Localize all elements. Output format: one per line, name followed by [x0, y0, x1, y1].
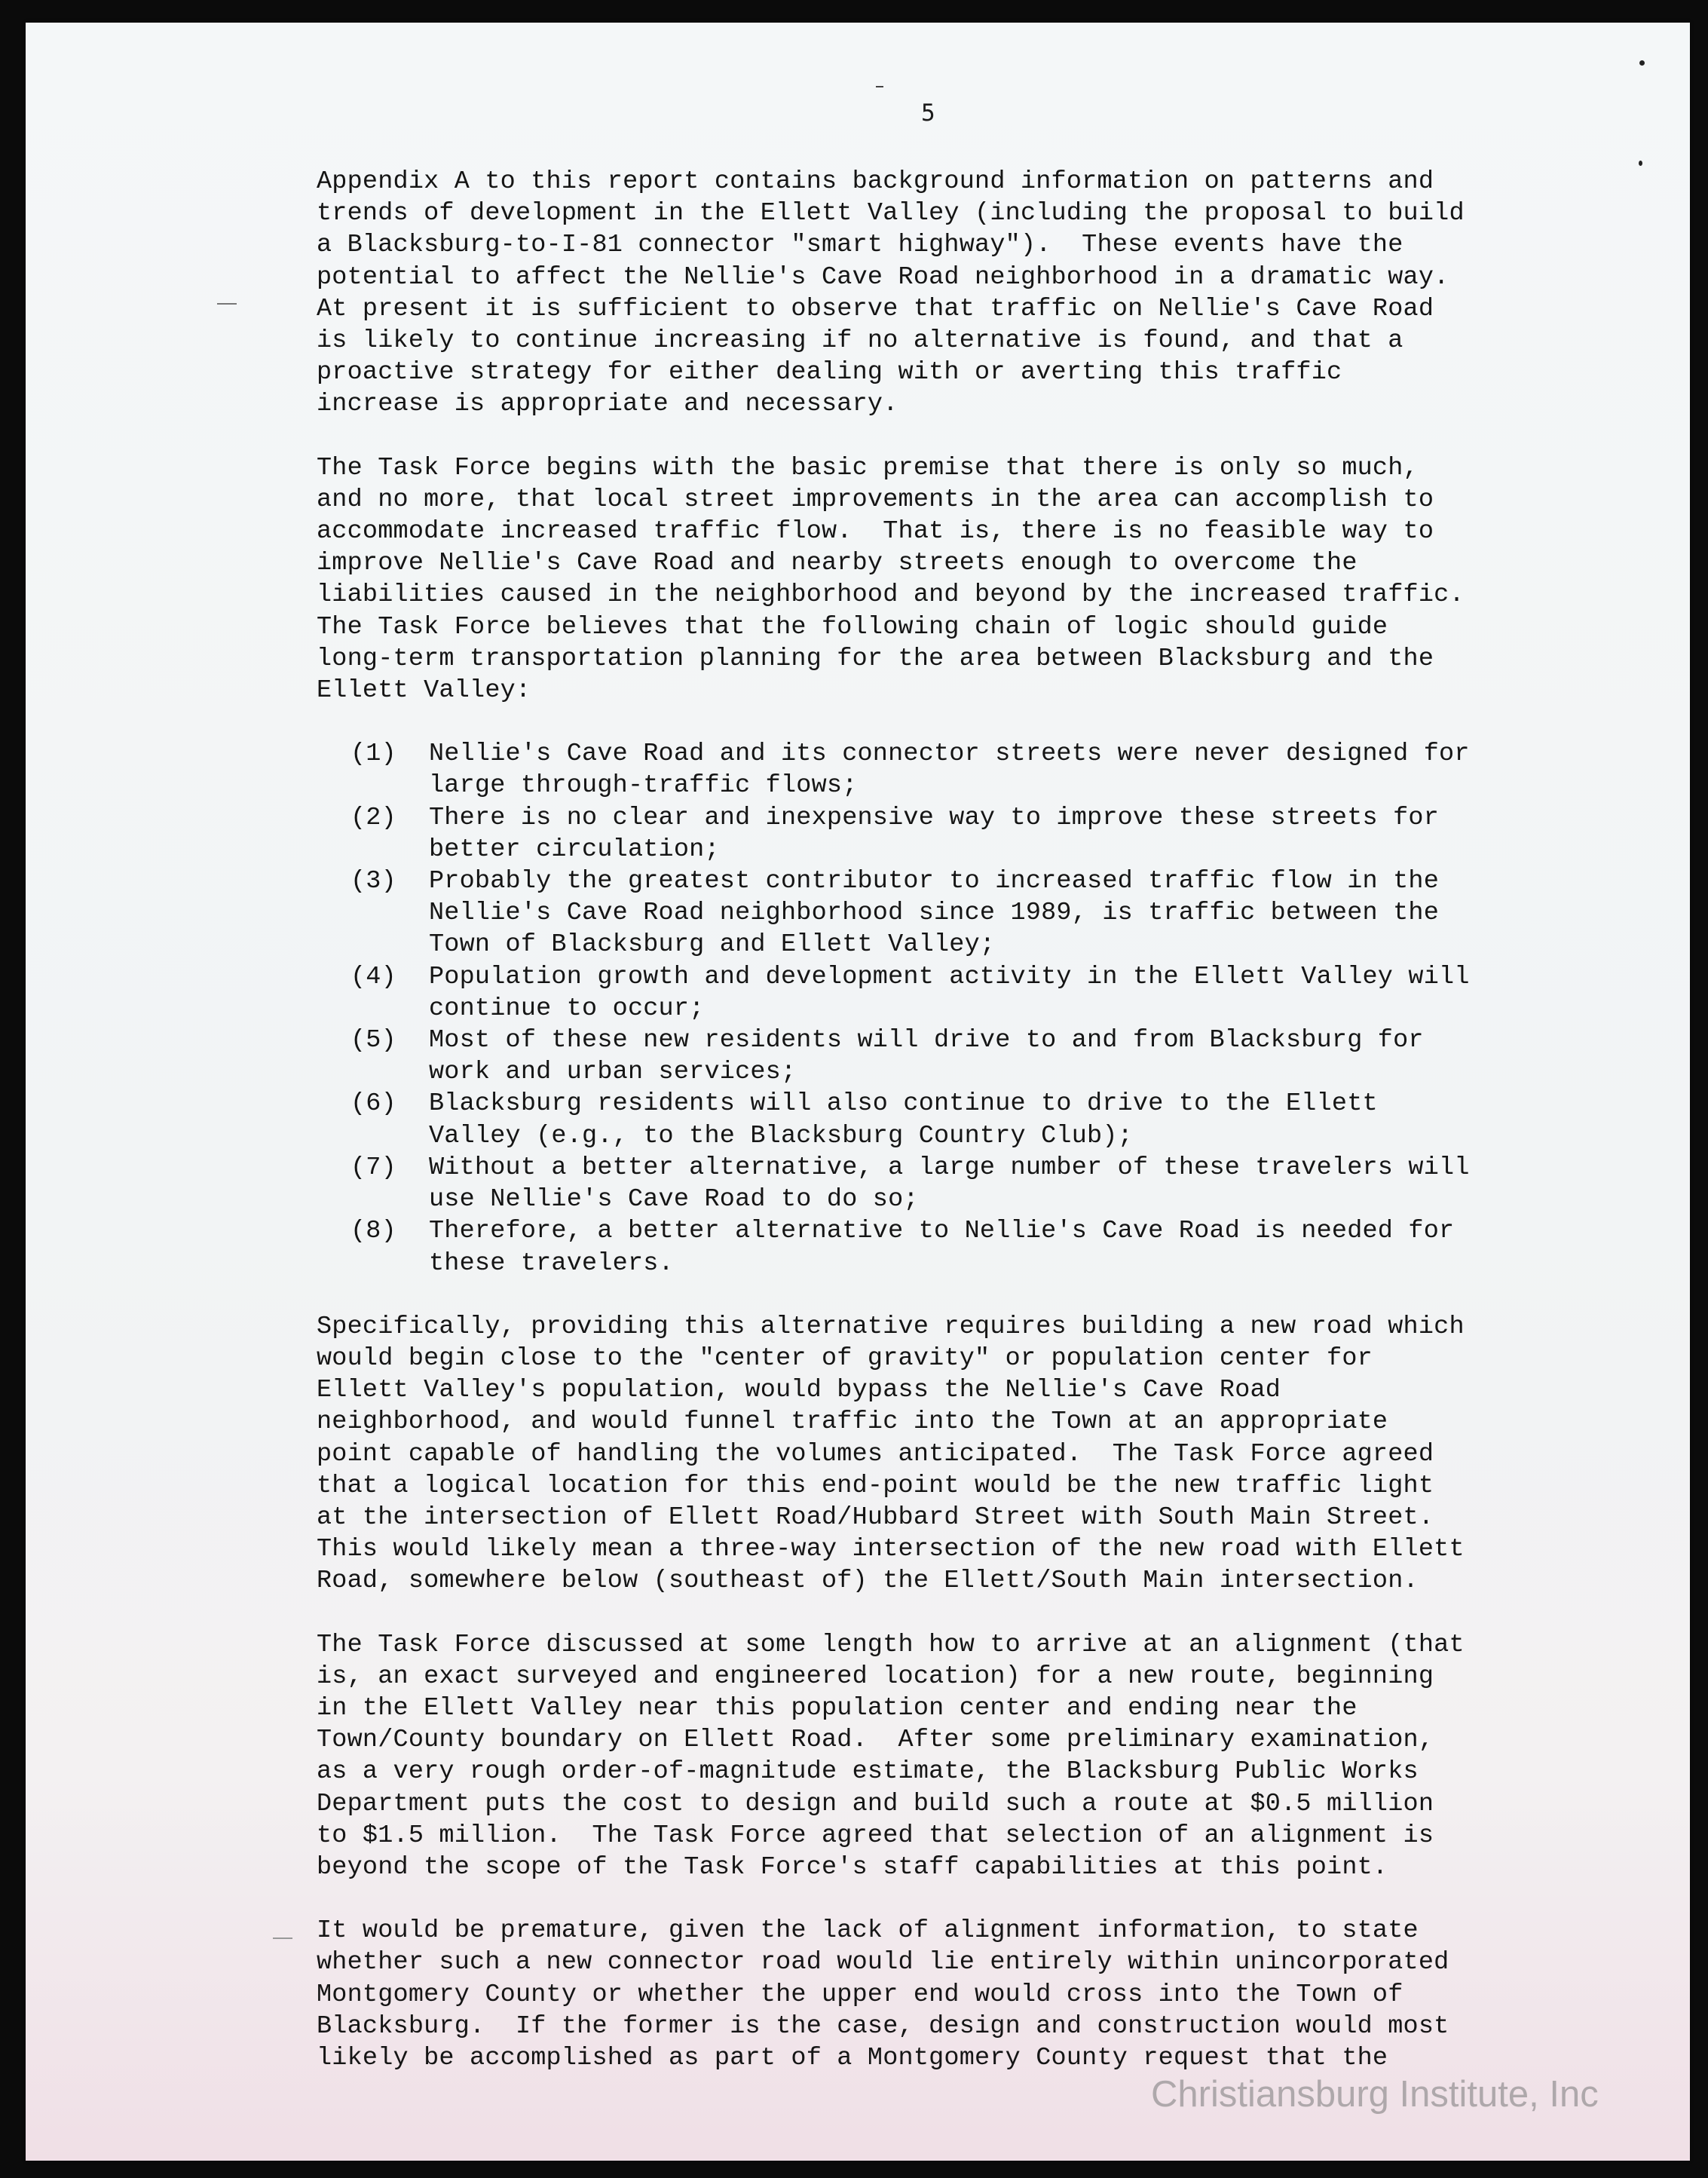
document-page: [26, 23, 1690, 2161]
text-line: Appendix A to this report contains background information on patterns and: [317, 167, 1434, 196]
paragraph-jurisdiction: [317, 1915, 1590, 2074]
page-number: 5: [921, 100, 935, 127]
text-line: Road, somewhere below (southeast of) the Ellett/South Main intersection.: [317, 1567, 1419, 1596]
text-line: Nellie's Cave Road and its connector streets were never designed for: [429, 740, 1470, 769]
text-line: likely be accomplished as part of a Montgomery County request that the: [317, 2043, 1388, 2072]
text-line: as a very rough order-of-magnitude estimate, the Blacksburg Public Works: [317, 1757, 1419, 1787]
text-line: would begin close to the "center of gravity" or population center for: [317, 1343, 1373, 1373]
text-line: work and urban services;: [429, 1058, 797, 1087]
text-line: these travelers.: [429, 1248, 674, 1278]
paragraph-new-road: [317, 1311, 1590, 1598]
list-item: [350, 1088, 1590, 1151]
text-line: Valley (e.g., to the Blacksburg Country Club);: [429, 1121, 1133, 1150]
list-item-number: (1): [350, 740, 396, 769]
text-line: Probably the greatest contributor to increased traffic flow in the: [429, 867, 1440, 896]
text-line: to $1.5 million. The Task Force agreed that selection of an alignment is: [317, 1821, 1434, 1850]
list-item: [350, 961, 1590, 1025]
text-line: Ellett Valley's population, would bypass the Nellie's Cave Road: [317, 1376, 1281, 1405]
list-item-number: (5): [350, 1026, 396, 1055]
list-item-number: (2): [350, 803, 396, 832]
text-line: whether such a new connector road would lie entirely within unincorporated: [317, 1948, 1449, 1977]
scan-mark: [876, 86, 883, 87]
text-line: accommodate increased traffic flow. That is, there is no feasible way to: [317, 517, 1434, 547]
text-line: long-term transportation planning for the area between Blacksburg and the: [317, 644, 1434, 673]
text-line: continue to occur;: [429, 994, 705, 1023]
text-line: beyond the scope of the Task Force's staff capabilities at this point.: [317, 1852, 1388, 1882]
list-item: [350, 1025, 1590, 1088]
text-line: It would be premature, given the lack of alignment information, to state: [317, 1916, 1419, 1946]
list-item: [350, 1215, 1590, 1279]
text-line: The Task Force discussed at some length how to arrive at an alignment (that: [317, 1630, 1465, 1659]
text-line: at the intersection of Ellett Road/Hubbard Street with South Main Street.: [317, 1503, 1434, 1532]
text-line: is, an exact surveyed and engineered location) for a new route, beginning: [317, 1662, 1434, 1691]
text-line: Blacksburg. If the former is the case, design and construction would most: [317, 2011, 1449, 2041]
scan-speck: [1639, 60, 1645, 66]
text-line: Population growth and development activity in the Ellett Valley will: [429, 962, 1470, 991]
paragraph-appendix-intro: [317, 166, 1590, 421]
list-item-number: (7): [350, 1153, 396, 1182]
text-line: proactive strategy for either dealing with or averting this traffic: [317, 358, 1342, 388]
text-line: is likely to continue increasing if no alternative is found, and that a: [317, 326, 1403, 356]
list-item: [350, 802, 1590, 865]
document-body: [317, 166, 1590, 2106]
scan-speck: [1639, 161, 1642, 166]
text-line: Specifically, providing this alternative requires building a new road which: [317, 1312, 1465, 1341]
text-line: use Nellie's Cave Road to do so;: [429, 1185, 919, 1215]
list-item: [350, 1152, 1590, 1215]
text-line: Ellett Valley:: [317, 676, 531, 706]
text-line: large through-traffic flows;: [429, 771, 858, 801]
watermark: Christiansburg Institute, Inc: [1151, 2074, 1599, 2115]
text-line: liabilities caused in the neighborhood and beyond by the increased traffic.: [317, 580, 1465, 610]
paragraph-alignment-cost: [317, 1629, 1590, 1884]
text-line: increase is appropriate and necessary.: [317, 390, 898, 419]
text-line: The Task Force believes that the following chain of logic should guide: [317, 612, 1388, 642]
text-line: better circulation;: [429, 835, 720, 864]
text-line: Montgomery County or whether the upper end would cross into the Town of: [317, 1980, 1403, 2009]
scan-mark: [273, 1938, 292, 1939]
chain-of-logic-list: [317, 738, 1590, 1279]
text-line: At present it is sufficient to observe that traffic on Nellie's Cave Road: [317, 294, 1434, 323]
scan-mark: [217, 303, 237, 305]
text-line: There is no clear and inexpensive way to improve these streets for: [429, 803, 1440, 832]
text-line: Town/County boundary on Ellett Road. After some preliminary examination,: [317, 1726, 1434, 1755]
text-line: This would likely mean a three-way intersection of the new road with Ellett: [317, 1535, 1465, 1564]
paragraph-task-force-premise: [317, 452, 1590, 707]
text-line: improve Nellie's Cave Road and nearby streets enough to overcome the: [317, 549, 1358, 578]
list-item-number: (6): [350, 1089, 396, 1119]
text-line: potential to affect the Nellie's Cave Road neighborhood in a dramatic way.: [317, 262, 1449, 292]
text-line: Without a better alternative, a large number of these travelers will: [429, 1153, 1470, 1182]
list-item-number: (4): [350, 962, 396, 991]
text-line: Therefore, a better alternative to Nellie's Cave Road is needed for: [429, 1217, 1455, 1246]
list-item-number: (8): [350, 1217, 396, 1246]
text-line: Most of these new residents will drive to and from Blacksburg for: [429, 1026, 1424, 1055]
text-line: neighborhood, and would funnel traffic into the Town at an appropriate: [317, 1408, 1388, 1437]
text-line: in the Ellett Valley near this population center and ending near the: [317, 1693, 1358, 1723]
text-line: Department puts the cost to design and build such a route at $0.5 million: [317, 1789, 1434, 1818]
text-line: Town of Blacksburg and Ellett Valley;: [429, 930, 996, 960]
text-line: that a logical location for this end-point would be the new traffic light: [317, 1471, 1434, 1500]
list-item: [350, 738, 1590, 801]
text-line: and no more, that local street improvements in the area can accomplish to: [317, 485, 1434, 514]
list-item-number: (3): [350, 867, 396, 896]
text-line: a Blacksburg-to-I-81 connector "smart highway"). These events have the: [317, 231, 1403, 260]
text-line: trends of development in the Ellett Valley (including the proposal to build: [317, 199, 1465, 228]
text-line: The Task Force begins with the basic premise that there is only so much,: [317, 453, 1419, 482]
text-line: Nellie's Cave Road neighborhood since 1989, is traffic between the: [429, 899, 1440, 928]
list-item: [350, 865, 1590, 961]
text-line: point capable of handling the volumes anticipated. The Task Force agreed: [317, 1439, 1434, 1469]
text-line: Blacksburg residents will also continue to drive to the Ellett: [429, 1089, 1378, 1119]
